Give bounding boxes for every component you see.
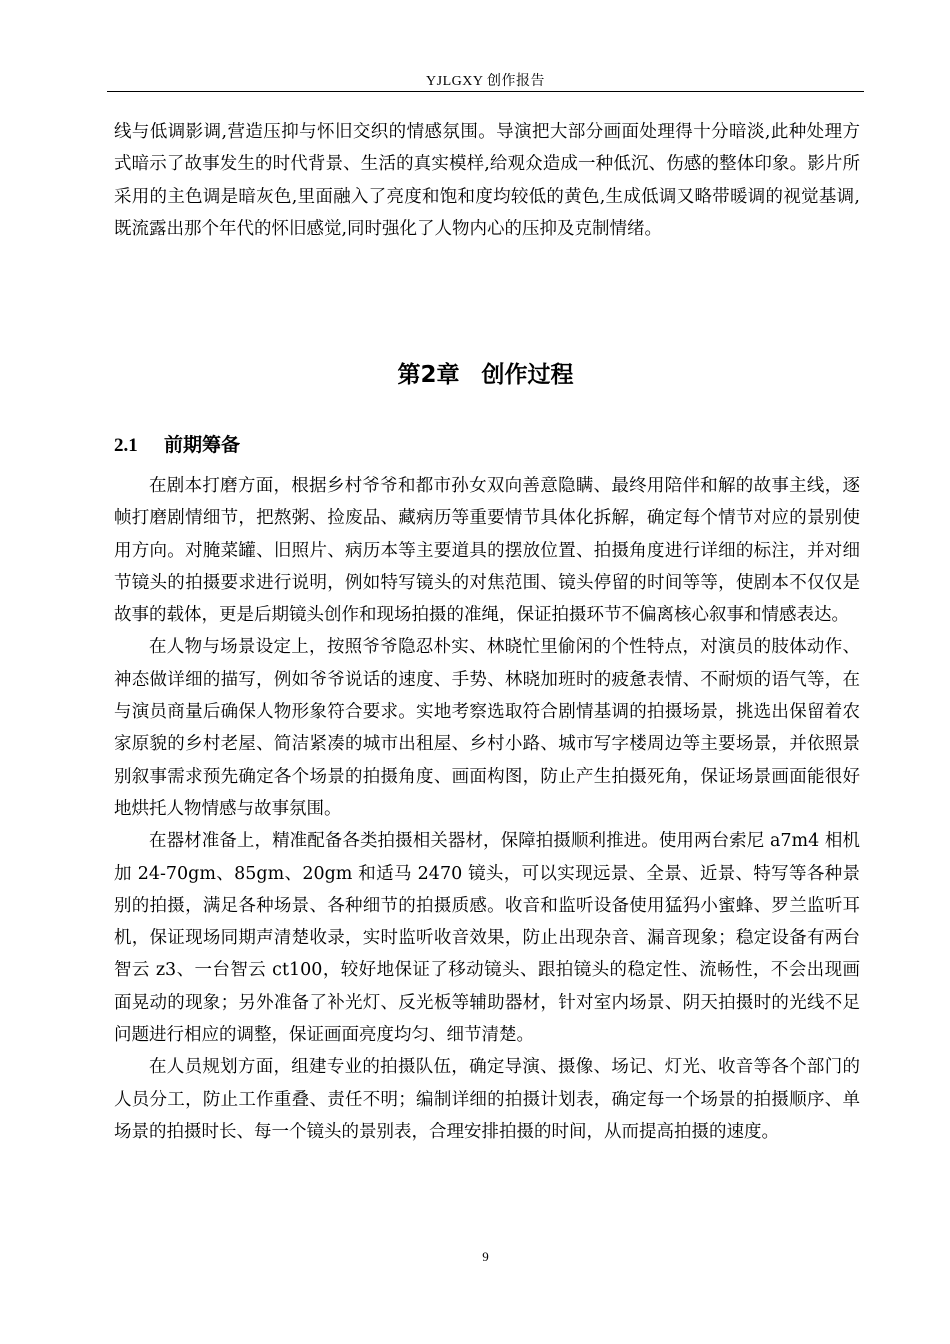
section-name: 前期筹备 (164, 434, 241, 456)
paragraph-personnel: 在人员规划方面，组建专业的拍摄队伍，确定导演、摄像、场记、灯光、收音等各个部门的人员分工，防止工作重叠、责任不明；编制详细的拍摄计划表，确定每一个场景的拍摄顺序、单场景的拍摄时长、每一个镜头的景别表，合理安排拍摄的时间，从而提高拍摄的速度。 (114, 1057, 860, 1142)
paragraph-characters-scenes: 在人物与场景设定上，按照爷爷隐忍朴实、林晓忙里偷闲的个性特点，对演员的肢体动作、神态做详细的描写，例如爷爷说话的速度、手势、林晓加班时的疲惫表情、不耐烦的语气等，在与演员商量后确保人物形象符合要求。实地考察选取符合剧情基调的拍摄场景，挑选出保留着农家原貌的乡村老屋、简洁紧凑的城市出租屋、乡村小路、城市写字楼周边等主要场景，并依照景别叙事需求预先确定各个场景的拍摄角度、画面构图，防止产生拍摄死角，保证场景画面能很好地烘托人物情感与故事氛围。 (114, 637, 860, 819)
continuation-paragraph: 线与低调影调,营造压抑与怀旧交织的情感氛围。导演把大部分画面处理得十分暗淡,此种处理方式暗示了故事发生的时代背景、生活的真实模样,给观众造成一种低沉、伤感的整体印象。影片所采用的主色调是暗灰色,里面融入了亮度和饱和度均较低的黄色,生成低调又略带暖调的视觉基调,既流露出那个年代的怀旧感觉,同时强化了人物内心的压抑及克制情绪。 (114, 122, 860, 239)
section-body (114, 470, 860, 1148)
section-title (114, 430, 240, 457)
running-header: YJLGXY 创作报告 (426, 74, 545, 89)
chapter-title (107, 356, 864, 389)
page-number: 9 (482, 1249, 489, 1264)
chapter-number: 第2章 (397, 362, 460, 388)
paragraph-script: 在剧本打磨方面，根据乡村爷爷和都市孙女双向善意隐瞒、最终用陪伴和解的故事主线，逐帧打磨剧情细节，把熬粥、捡废品、藏病历等重要情节具体化拆解，确定每个情节对应的景别使用方向。对腌菜罐、旧照片、病历本等主要道具的摆放位置、拍摄角度进行详细的标注，并对细节镜头的拍摄要求进行说明，例如特写镜头的对焦范围、镜头停留的时间等等，使剧本不仅仅是故事的载体，更是后期镜头创作和现场拍摄的准绳，保证拍摄环节不偏离核心叙事和情感表达。 (114, 476, 860, 626)
paragraph-equipment: 在器材准备上，精准配备各类拍摄相关器材，保障拍摄顺利推进。使用两台索尼 a7m4 相机加 24-70gm、85gm、20gm 和适马 2470 镜头，可以实现远景、全景、近景、特写等各种景别的拍摄，满足各种场景、各种细节的拍摄质感。收音和监听设备使用猛犸小蜜蜂、罗兰监听耳机，保证现场同期声清楚收录，实时监听收音效果，防止出现杂音、漏音现象；稳定设备有两台智云 z3、一台智云 ct100，较好地保证了移动镜头、跟拍镜头的稳定性、流畅性，不会出现画面晃动的现象；另外准备了补光灯、反光板等辅助器材，针对室内场景、阴天拍摄时的光线不足问题进行相应的调整，保证画面亮度均匀、细节清楚。 (114, 831, 860, 1046)
chapter-name: 创作过程 (481, 362, 574, 388)
header-rule (107, 91, 864, 92)
section-number: 2.1 (114, 435, 138, 456)
